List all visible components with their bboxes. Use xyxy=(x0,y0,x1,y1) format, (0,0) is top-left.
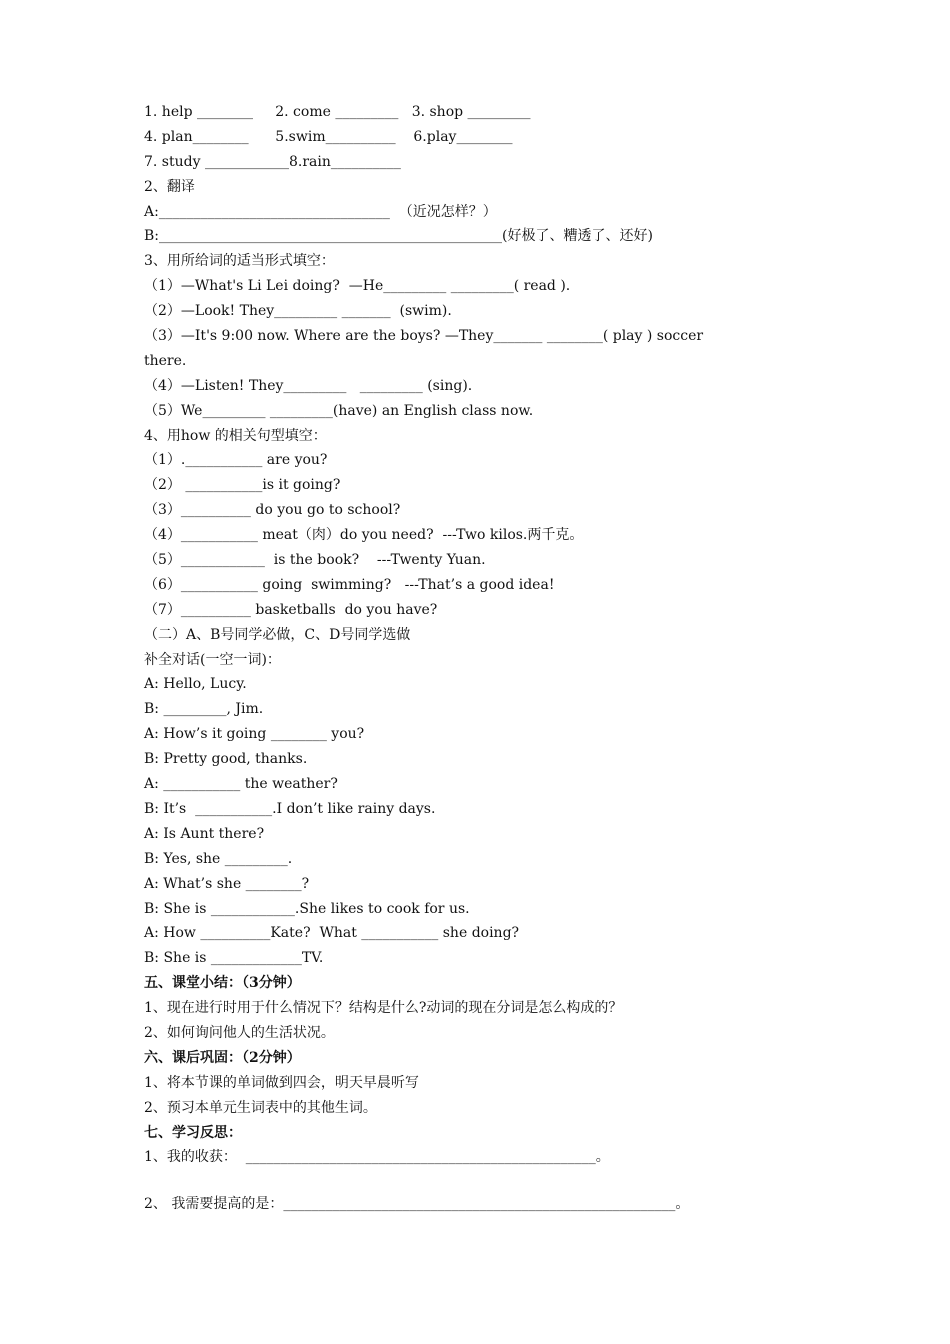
dialogue-line: A: Hello, Lucy. xyxy=(144,676,247,693)
dialogue-line: A: ___________ the weather? xyxy=(144,776,338,793)
reflection-gain: 1、我的收获： __________________________________________________。 xyxy=(144,1149,610,1166)
dialogue-line: A: What’s she ________? xyxy=(144,875,310,892)
exercise-line: （4）___________ meat（肉）do you need? ---Two kilos.两千克。 xyxy=(144,527,584,544)
exercise-line: （5）____________ is the book? ---Twenty Yuan. xyxy=(144,552,486,569)
summary-item: 2、如何询问他人的生活状况。 xyxy=(144,1024,335,1041)
dialogue-line: B: _________, Jim. xyxy=(144,701,264,718)
exercise-line: （6）___________ going swimming? ---That’s a good idea! xyxy=(144,576,555,593)
exercise-line: 4. plan________ 5.swim__________ 6.play________ xyxy=(144,128,513,145)
reflection-improve: 2、 我需要提高的是：________________________________________________________。 xyxy=(144,1196,690,1213)
exercise-line: 7. study ____________8.rain__________ xyxy=(144,153,401,170)
exercise-line: （4）—Listen! They_________ _________ (sing). xyxy=(144,377,473,394)
exercise-line: （7）__________ basketballs do you have? xyxy=(144,601,438,618)
homework-item: 1、将本节课的单词做到四会，明天早晨听写 xyxy=(144,1074,419,1091)
dialogue-line: B: Yes, she _________. xyxy=(144,850,293,867)
dialogue-line: B: She is _____________TV. xyxy=(144,950,324,967)
exercise-line: there. xyxy=(144,352,187,369)
exercise-line: （5）We_________ _________(have) an English class now. xyxy=(144,402,534,419)
dialogue-line: B: It’s ___________.I don’t like rainy days. xyxy=(144,800,436,817)
dialogue-line: B: She is ____________.She likes to cook for us. xyxy=(144,900,470,917)
homework-title: 六、课后巩固：（2分钟） xyxy=(144,1049,301,1066)
exercise-line: （2） ___________is it going? xyxy=(144,477,341,494)
exercise-line: 1. help ________ 2. come _________ 3. shop _________ xyxy=(144,104,531,120)
section-heading: 2、翻译 xyxy=(144,178,195,195)
dialogue-line: A: How’s it going ________ you? xyxy=(144,726,365,743)
homework-item: 2、预习本单元生词表中的其他生词。 xyxy=(144,1099,377,1116)
exercise-line: （3）—It's 9:00 now. Where are the boys? —They_______ ________( play ) soccer xyxy=(144,328,704,345)
reflection-title: 七、学习反思： xyxy=(144,1124,242,1141)
exercise-line: （1）.___________ are you? xyxy=(144,452,328,469)
dialogue-line: A: How __________Kate? What ___________ she doing? xyxy=(144,925,520,942)
summary-item: 1、现在进行时用于什么情况下？结构是什么?动词的现在分词是怎么构成的？ xyxy=(144,1000,623,1017)
section-heading: 4、用how 的相关句型填空： xyxy=(144,427,327,444)
dialogue-line: A: Is Aunt there? xyxy=(144,825,265,842)
summary-title: 五、课堂小结：（3分钟） xyxy=(144,975,301,992)
section-heading: 补全对话(一空一词)： xyxy=(144,651,281,668)
exercise-line: A:_________________________________ （近况怎样？） xyxy=(144,203,497,220)
section-heading: 3、用所给词的适当形式填空： xyxy=(144,253,335,270)
dialogue-line: B: Pretty good, thanks. xyxy=(144,751,308,768)
spacer xyxy=(144,1170,824,1192)
exercise-line: （2）—Look! They_________ _______ (swim). xyxy=(144,303,452,320)
worksheet-page xyxy=(144,100,824,1217)
exercise-line: （1）—What's Li Lei doing? —He_________ _________( read ). xyxy=(144,278,571,295)
section-heading: （二）A、B号同学必做，C、D号同学选做 xyxy=(144,626,411,643)
exercise-line: （3）__________ do you go to school? xyxy=(144,502,401,519)
exercise-line: B:_________________________________________________(好极了、糟透了、还好) xyxy=(144,228,653,245)
